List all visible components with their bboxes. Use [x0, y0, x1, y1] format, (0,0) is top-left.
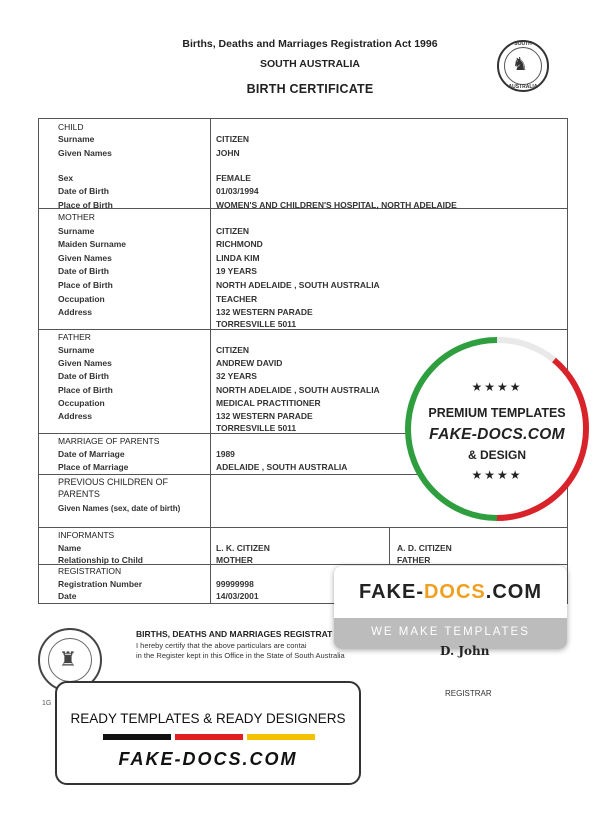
mother-surname: CITIZEN: [216, 226, 250, 236]
certification-heading: BIRTHS, DEATHS AND MARRIAGES REGISTRAT: [136, 629, 333, 639]
mother-given: LINDA KIM: [216, 253, 260, 263]
stripe-yellow: [247, 734, 315, 740]
informant-name-1: L. K. CITIZEN: [216, 543, 270, 553]
bird-emblem-icon: ♞: [512, 54, 529, 74]
stripe-black: [103, 734, 171, 740]
informant-name-2: A. D. CITIZEN: [397, 543, 452, 553]
brand-part-b: DOCS: [423, 581, 486, 603]
child-pob: WOMEN'S AND CHILDREN'S HOSPITAL, NORTH ADELAIDE: [216, 200, 457, 210]
previous-given-label: Given Names (sex, date of birth): [58, 504, 181, 513]
father-surname-label: Surname: [58, 345, 95, 355]
marriage-date: 1989: [216, 449, 235, 459]
father-addr2: TORRESVILLE 5011: [216, 423, 297, 433]
ready-templates-line: READY TEMPLATES & READY DESIGNERS: [70, 711, 346, 726]
mother-dob-label: Date of Birth: [58, 266, 109, 276]
registration-number: 99999998: [216, 579, 254, 589]
certificate-title: BIRTH CERTIFICATE: [246, 82, 374, 96]
father-dob: 32 YEARS: [216, 371, 257, 381]
father-addr1: 132 WESTERN PARADE: [216, 411, 313, 421]
child-dob-label: Date of Birth: [58, 186, 109, 196]
father-dob-label: Date of Birth: [58, 371, 109, 381]
mother-surname-label: Surname: [58, 226, 95, 236]
section-registration: REGISTRATION: [58, 566, 122, 576]
child-given: JOHN: [216, 148, 240, 158]
registration-number-label: Registration Number: [58, 579, 143, 589]
father-addr-label: Address: [58, 411, 93, 421]
section-mother: MOTHER: [58, 212, 95, 222]
informant-rel-2: FATHER: [397, 555, 431, 565]
divider: [39, 527, 567, 528]
section-child: CHILD: [58, 122, 84, 132]
state-seal-icon: [497, 40, 549, 92]
seal-text-bottom: AUSTRALIA: [508, 84, 538, 90]
registrar-label: REGISTRAR: [445, 689, 492, 698]
brand-tagline: WE MAKE TEMPLATES: [371, 626, 530, 638]
mother-addr2: TORRESVILLE 5011: [216, 319, 297, 329]
father-given-label: Given Names: [58, 358, 112, 368]
divider: [39, 329, 567, 330]
informant-name-label: Name: [58, 543, 82, 553]
child-sex-label: Sex: [58, 173, 74, 183]
child-given-label: Given Names: [58, 148, 112, 158]
mother-addr-label: Address: [58, 307, 93, 317]
father-pob-label: Place of Birth: [58, 385, 113, 395]
act-title: Births, Deaths and Marriages Registration Act 1996: [182, 38, 438, 50]
stripe-red: [175, 734, 243, 740]
column-divider: [210, 119, 211, 603]
state-title: SOUTH AUSTRALIA: [260, 58, 360, 70]
ready-templates-box: [55, 681, 361, 785]
certification-line-1: I hereby certify that the above particulars are contai: [136, 641, 307, 650]
father-occ-label: Occupation: [58, 398, 105, 408]
mother-occ: TEACHER: [216, 294, 258, 304]
ready-brand-line: FAKE-DOCS.COM: [118, 749, 298, 769]
mother-maiden-label: Maiden Surname: [58, 239, 127, 249]
child-surname: CITIZEN: [216, 134, 250, 144]
section-father: FATHER: [58, 332, 91, 342]
section-previous-children-2: PARENTS: [58, 489, 100, 499]
brand-logo-text: [334, 581, 567, 604]
mother-addr1: 132 WESTERN PARADE: [216, 307, 313, 317]
mother-given-label: Given Names: [58, 253, 112, 263]
seal-text-top: SOUTH: [514, 41, 532, 47]
child-sex: FEMALE: [216, 173, 251, 183]
stars-bottom-icon: ★★★★: [471, 468, 523, 482]
section-marriage: MARRIAGE OF PARENTS: [58, 436, 160, 446]
father-occ: MEDICAL PRACTITIONER: [216, 398, 321, 408]
watermark-line-3: & DESIGN: [467, 448, 526, 462]
registration-date: 14/03/2001: [216, 591, 259, 601]
brand-banner: [334, 566, 567, 649]
marriage-date-label: Date of Marriage: [58, 449, 125, 459]
cut-off-text: 1G: [42, 700, 52, 707]
watermark-line-2: FAKE-DOCS.COM: [429, 426, 565, 443]
premium-templates-watermark: [408, 340, 586, 518]
father-surname: CITIZEN: [216, 345, 250, 355]
certification-line-2: in the Register kept in this Office in the State of South Australia: [136, 651, 345, 660]
brand-part-a: FAKE-: [358, 581, 424, 603]
marriage-place: ADELAIDE , SOUTH AUSTRALIA: [216, 462, 348, 472]
child-surname-label: Surname: [58, 134, 95, 144]
child-pob-label: Place of Birth: [58, 200, 113, 210]
father-given: ANDREW DAVID: [216, 358, 283, 368]
watermark-line-1: PREMIUM TEMPLATES: [428, 406, 566, 420]
mother-dob: 19 YEARS: [216, 266, 257, 276]
section-informants: INFORMANTS: [58, 530, 115, 540]
stars-top-icon: ★★★★: [471, 380, 523, 394]
column-divider: [389, 527, 390, 564]
brand-part-c: .COM: [485, 581, 542, 603]
mother-pob: NORTH ADELAIDE , SOUTH AUSTRALIA: [216, 280, 380, 290]
mother-occ-label: Occupation: [58, 294, 105, 304]
marriage-place-label: Place of Marriage: [58, 462, 129, 472]
informant-rel-label: Relationship to Child: [58, 555, 143, 565]
registrar-signature: D. John: [440, 644, 490, 658]
informant-rel-1: MOTHER: [216, 555, 253, 565]
child-dob: 01/03/1994: [216, 186, 259, 196]
father-pob: NORTH ADELAIDE , SOUTH AUSTRALIA: [216, 385, 380, 395]
section-previous-children: PREVIOUS CHILDREN OF: [58, 477, 169, 487]
mother-maiden: RICHMOND: [216, 239, 263, 249]
crest-emblem-icon: ♜: [59, 649, 77, 671]
registration-date-label: Date: [58, 591, 77, 601]
mother-pob-label: Place of Birth: [58, 280, 113, 290]
